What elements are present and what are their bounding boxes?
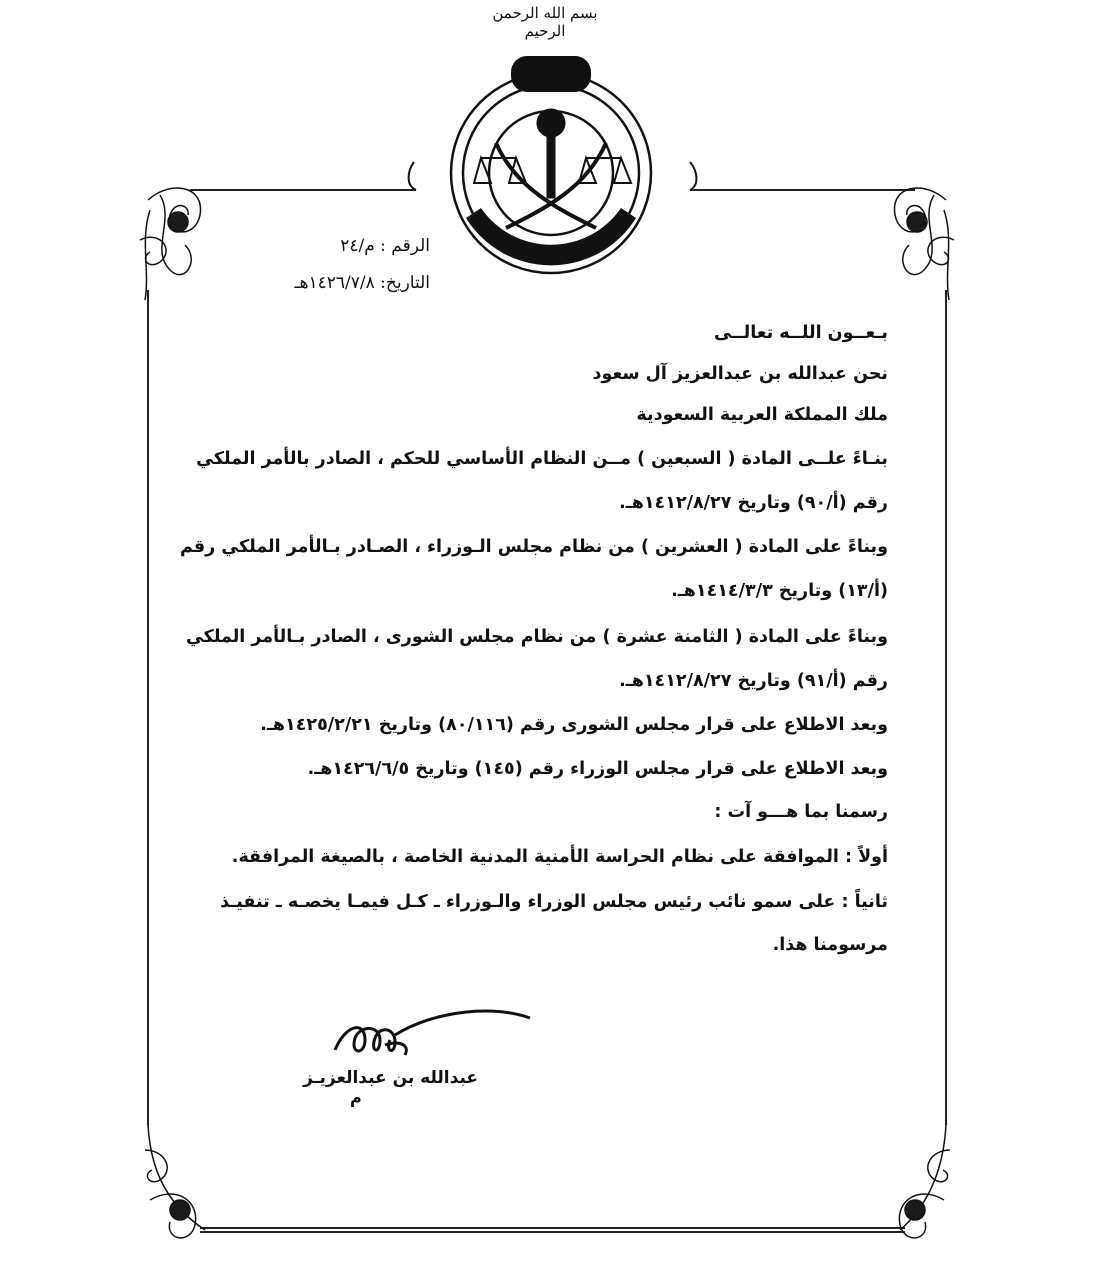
corner-ornament-top-left <box>140 188 200 300</box>
shahada-cartouche <box>511 56 591 92</box>
recital-line: وبناءً على المادة ( العشرين ) من نظام مجلس الـوزراء ، الصـادر بـالأمر الملكي رقم <box>179 537 888 557</box>
emblem-side-flourish-right <box>690 162 696 190</box>
recital-line: بنـاءً علــى المادة ( السبعين ) مــن النظام الأساسي للحكم ، الصادر بالأمر الملكي <box>196 449 888 469</box>
decree-intro: رسمنا بما هـــو آت : <box>714 802 888 822</box>
recital-line: وبعد الاطلاع على قرار مجلس الوزراء رقم (١٤٥) وتاريخ ١٤٢٦/٦/٥هـ. <box>307 759 888 779</box>
recital-line: وبناءً على المادة ( الثامنة عشرة ) من نظام مجلس الشورى ، الصادر بـالأمر الملكي <box>185 627 888 647</box>
king-name-line: نحن عبدالله بن عبدالعزيز آل سعود <box>592 364 888 384</box>
corner-ornament-bottom-left <box>145 1125 205 1238</box>
signatory-name: عبدالله بن عبدالعزيـز <box>303 1068 478 1088</box>
article-first: أولاً : الموافقة على نظام الحراسة الأمنية المدنية الخاصة ، بالصيغة المرافقة. <box>231 847 888 867</box>
emblem-banner <box>466 208 636 265</box>
reference-number: الرقم : م/٢٤ <box>340 236 430 256</box>
corner-ornament-bottom-right <box>899 1125 950 1238</box>
recital-line: وبعد الاطلاع على قرار مجلس الشورى رقم (٨٠/١١٦) وتاريخ ١٤٢٥/٢/٢١هـ. <box>260 715 888 735</box>
signature-mark: م <box>350 1088 362 1107</box>
recital-line: رقم (أ/٩٠) وتاريخ ١٤١٢/٨/٢٧هـ. <box>619 493 888 513</box>
basmala: بسم الله الرحمن الرحيم <box>492 4 598 40</box>
royal-emblem-seal <box>436 48 666 278</box>
emblem-side-flourish-left <box>409 162 416 190</box>
opening-invocation: بـعــون اللــه تعالــى <box>713 323 888 343</box>
article-second-continued: مرسومنا هذا. <box>772 935 888 955</box>
handwritten-signature <box>325 1000 535 1070</box>
recital-line: رقم (أ/٩١) وتاريخ ١٤١٢/٨/٢٧هـ. <box>619 671 888 691</box>
king-title-line: ملك المملكة العربية السعودية <box>636 405 888 425</box>
recital-line: (أ/١٣) وتاريخ ١٤١٤/٣/٣هـ. <box>671 581 888 601</box>
decree-date: التاريخ: ١٤٢٦/٧/٨هـ <box>294 273 430 293</box>
corner-ornament-top-right <box>895 188 954 300</box>
article-second: ثانياً : على سمو نائب رئيس مجلس الوزراء والـوزراء ـ كـل فيمـا يخصـه ـ تنفيـذ <box>220 892 888 912</box>
palm-tree-icon <box>537 109 565 198</box>
